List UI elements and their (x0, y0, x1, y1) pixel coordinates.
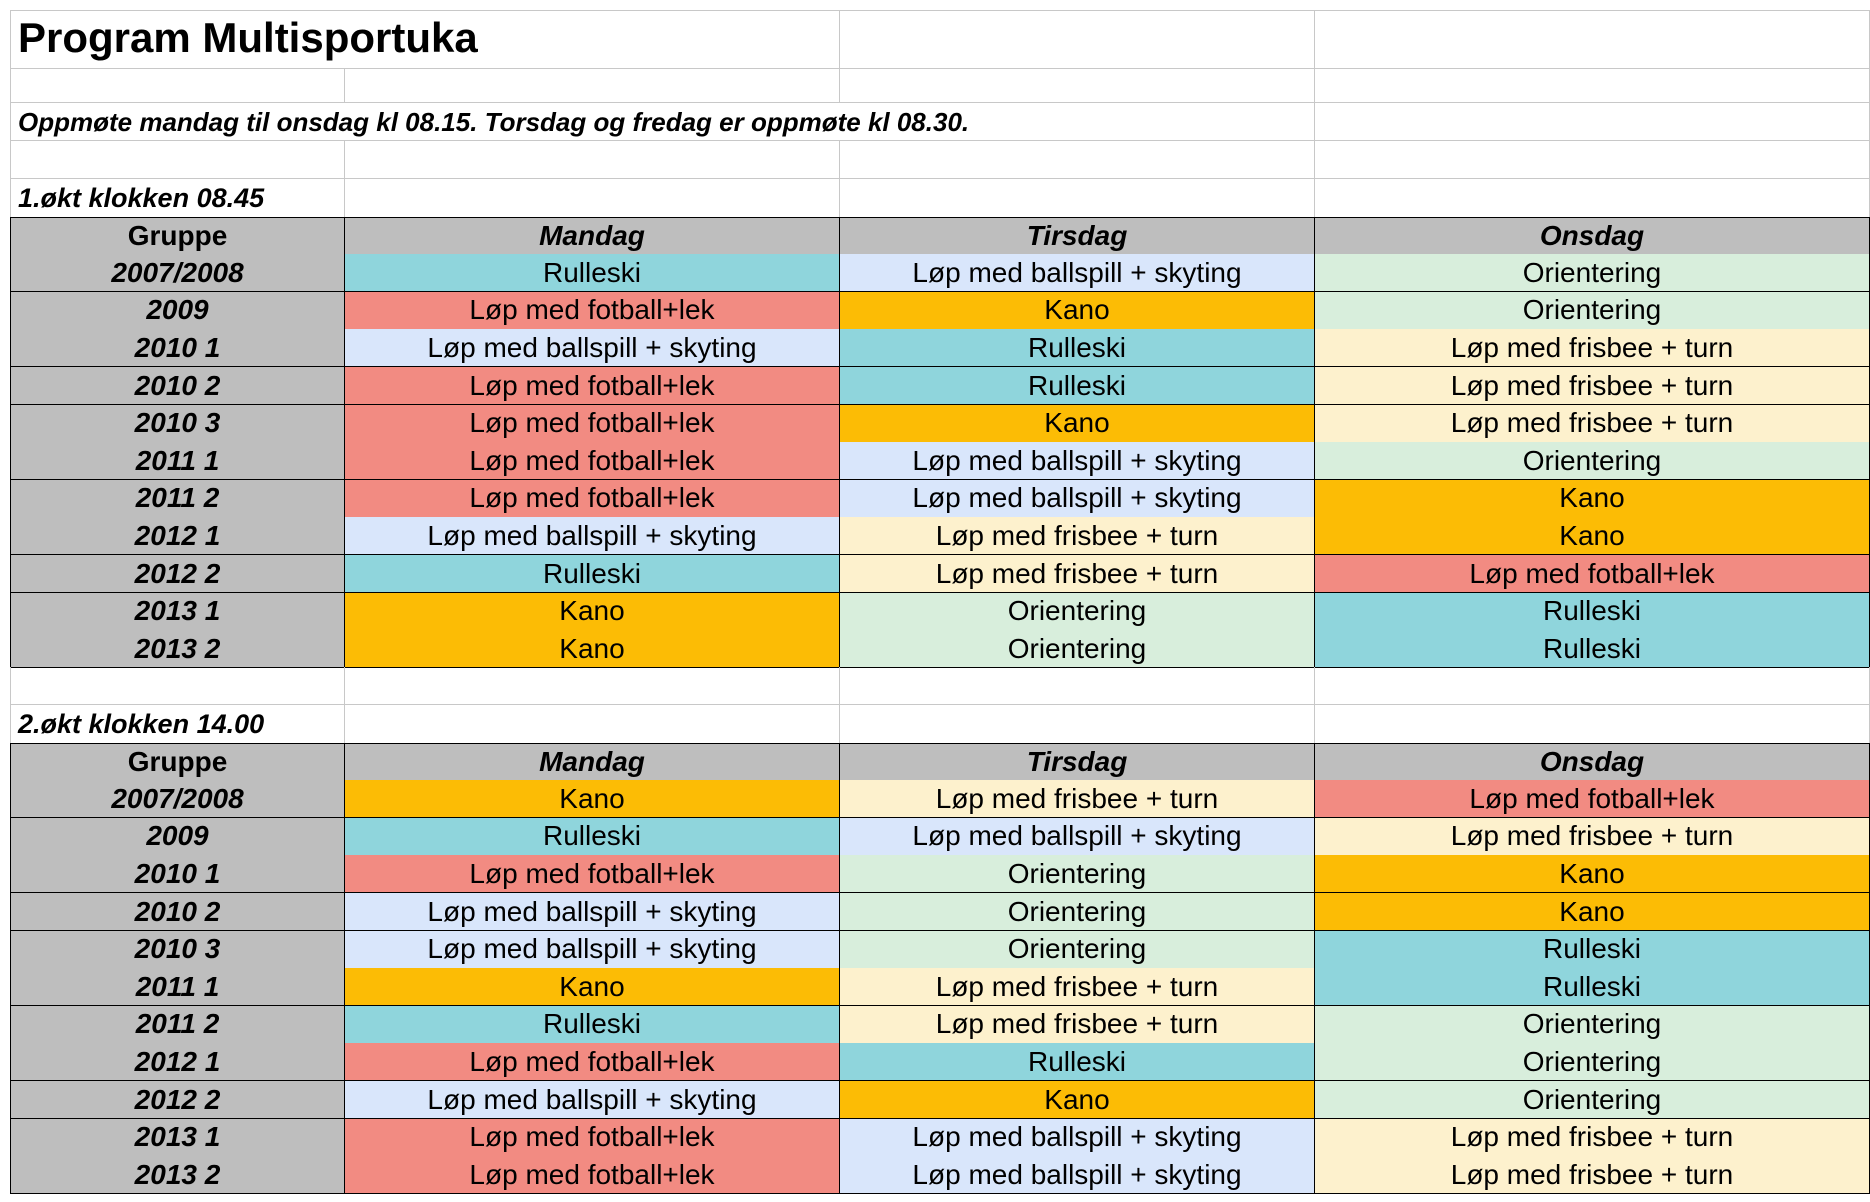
activity-cell[interactable]: Orientering (840, 855, 1315, 893)
group-cell[interactable]: 2010 3 (10, 405, 345, 443)
activity-cell[interactable]: Kano (1315, 893, 1870, 931)
table-row (10, 630, 1870, 668)
activity-cell[interactable]: Løp med ballspill + skyting (345, 517, 840, 555)
activity-cell[interactable]: Orientering (840, 893, 1315, 931)
activity-cell[interactable]: Orientering (1315, 254, 1870, 292)
group-cell[interactable]: 2007/2008 (10, 254, 345, 292)
activity-cell[interactable]: Løp med ballspill + skyting (345, 931, 840, 969)
group-cell[interactable]: 2009 (10, 292, 345, 330)
activity-cell[interactable]: Løp med frisbee + turn (1315, 1119, 1870, 1157)
activity-cell[interactable]: Løp med ballspill + skyting (840, 818, 1315, 856)
empty-row (10, 667, 1870, 705)
activity-cell[interactable]: Orientering (1315, 1081, 1870, 1119)
empty-row (10, 69, 1870, 103)
column-header-group[interactable]: Gruppe (10, 743, 345, 781)
activity-cell[interactable]: Kano (1315, 517, 1870, 555)
blank-cell[interactable] (10, 141, 345, 179)
session-title-row (10, 179, 1870, 217)
activity-cell[interactable]: Løp med frisbee + turn (1315, 1156, 1870, 1194)
blank-cell[interactable] (1315, 705, 1870, 743)
session-title-row (10, 705, 1870, 743)
blank-cell[interactable] (840, 179, 1315, 217)
table-row (10, 780, 1870, 818)
blank-cell[interactable] (345, 179, 840, 217)
activity-cell[interactable]: Løp med ballspill + skyting (840, 442, 1315, 480)
activity-cell[interactable]: Kano (840, 292, 1315, 330)
table-row (10, 329, 1870, 367)
activity-cell[interactable]: Rulleski (840, 329, 1315, 367)
activity-cell[interactable]: Løp med frisbee + turn (840, 968, 1315, 1006)
blank-cell[interactable] (10, 69, 345, 103)
title-row (10, 10, 1870, 69)
activity-cell[interactable]: Løp med ballspill + skyting (840, 1119, 1315, 1157)
activity-cell[interactable]: Løp med fotball+lek (345, 442, 840, 480)
activity-cell[interactable]: Kano (345, 780, 840, 818)
activity-cell[interactable]: Rulleski (345, 818, 840, 856)
activity-cell[interactable]: Rulleski (345, 254, 840, 292)
activity-cell[interactable]: Løp med fotball+lek (345, 1119, 840, 1157)
table-row (10, 593, 1870, 631)
table-row (10, 1006, 1870, 1044)
activity-cell[interactable]: Kano (345, 593, 840, 631)
group-cell[interactable]: 2010 1 (10, 329, 345, 367)
activity-cell[interactable]: Løp med frisbee + turn (840, 517, 1315, 555)
group-cell[interactable]: 2013 2 (10, 1156, 345, 1194)
activity-cell[interactable]: Kano (345, 630, 840, 668)
table-row (10, 1043, 1870, 1081)
group-cell[interactable]: 2011 1 (10, 968, 345, 1006)
activity-cell[interactable]: Orientering (840, 630, 1315, 668)
table-row (10, 968, 1870, 1006)
note-row (10, 103, 1870, 141)
group-cell[interactable]: 2010 2 (10, 367, 345, 405)
table-row (10, 555, 1870, 593)
table-row (10, 517, 1870, 555)
activity-cell[interactable]: Orientering (840, 931, 1315, 969)
blank-cell[interactable] (345, 667, 840, 705)
activity-cell[interactable]: Kano (1315, 855, 1870, 893)
activity-cell[interactable]: Rulleski (840, 1043, 1315, 1081)
table-header-row (10, 217, 1870, 255)
group-cell[interactable]: 2011 2 (10, 480, 345, 518)
column-header-onsdag[interactable]: Onsdag (1315, 217, 1870, 255)
table-row (10, 1156, 1870, 1194)
activity-cell[interactable]: Kano (840, 405, 1315, 443)
blank-cell[interactable] (1315, 179, 1870, 217)
table-row (10, 405, 1870, 443)
activity-cell[interactable]: Orientering (840, 593, 1315, 631)
blank-cell[interactable] (1315, 667, 1870, 705)
activity-cell[interactable]: Løp med ballspill + skyting (345, 893, 840, 931)
activity-cell[interactable]: Rulleski (345, 555, 840, 593)
activity-cell[interactable]: Kano (840, 1081, 1315, 1119)
column-header-tirsdag[interactable]: Tirsdag (840, 217, 1315, 255)
blank-cell[interactable] (1315, 103, 1870, 141)
blank-cell[interactable] (345, 69, 840, 103)
table-row (10, 855, 1870, 893)
blank-cell[interactable] (840, 10, 1315, 69)
blank-cell[interactable] (10, 667, 345, 705)
group-cell[interactable]: 2011 1 (10, 442, 345, 480)
activity-cell[interactable]: Løp med frisbee + turn (1315, 405, 1870, 443)
activity-cell[interactable]: Løp med fotball+lek (345, 480, 840, 518)
activity-cell[interactable]: Løp med frisbee + turn (840, 555, 1315, 593)
group-cell[interactable]: 2007/2008 (10, 780, 345, 818)
activity-cell[interactable]: Løp med fotball+lek (1315, 555, 1870, 593)
activity-cell[interactable]: Løp med fotball+lek (345, 1043, 840, 1081)
blank-cell[interactable] (840, 141, 1315, 179)
table-header-row (10, 743, 1870, 781)
session-title: 1.økt klokken 08.45 (18, 182, 265, 213)
table-row (10, 367, 1870, 405)
activity-cell[interactable]: Orientering (1315, 292, 1870, 330)
table-row (10, 1119, 1870, 1157)
group-cell[interactable]: 2009 (10, 818, 345, 856)
activity-cell[interactable]: Løp med fotball+lek (345, 855, 840, 893)
activity-cell[interactable]: Løp med ballspill + skyting (840, 1156, 1315, 1194)
blank-cell[interactable] (345, 141, 840, 179)
group-cell[interactable]: 2013 1 (10, 1119, 345, 1157)
group-cell[interactable]: 2012 1 (10, 517, 345, 555)
activity-cell[interactable]: Rulleski (1315, 931, 1870, 969)
activity-cell[interactable]: Løp med fotball+lek (345, 292, 840, 330)
group-cell[interactable]: 2010 1 (10, 855, 345, 893)
activity-cell[interactable]: Orientering (1315, 442, 1870, 480)
group-cell[interactable]: 2013 2 (10, 630, 345, 668)
session-title: 2.økt klokken 14.00 (18, 708, 265, 739)
blank-cell[interactable] (840, 705, 1315, 743)
activity-cell[interactable]: Orientering (1315, 1006, 1870, 1044)
table-row (10, 893, 1870, 931)
group-cell[interactable]: 2012 2 (10, 555, 345, 593)
activity-cell[interactable]: Rulleski (345, 1006, 840, 1044)
activity-cell[interactable]: Løp med frisbee + turn (1315, 818, 1870, 856)
activity-cell[interactable]: Løp med fotball+lek (1315, 780, 1870, 818)
activity-cell[interactable]: Rulleski (840, 367, 1315, 405)
table-row (10, 254, 1870, 292)
activity-cell[interactable]: Løp med ballspill + skyting (345, 329, 840, 367)
group-cell[interactable]: 2012 1 (10, 1043, 345, 1081)
activity-cell[interactable]: Løp med ballspill + skyting (840, 480, 1315, 518)
activity-cell[interactable]: Løp med frisbee + turn (1315, 367, 1870, 405)
activity-cell[interactable]: Løp med fotball+lek (345, 405, 840, 443)
table-row (10, 292, 1870, 330)
activity-cell[interactable]: Rulleski (1315, 593, 1870, 631)
column-header-group[interactable]: Gruppe (10, 217, 345, 255)
column-header-mandag[interactable]: Mandag (345, 743, 840, 781)
activity-cell[interactable]: Orientering (1315, 1043, 1870, 1081)
activity-cell[interactable]: Rulleski (1315, 630, 1870, 668)
activity-cell[interactable]: Løp med ballspill + skyting (840, 254, 1315, 292)
column-header-onsdag[interactable]: Onsdag (1315, 743, 1870, 781)
activity-cell[interactable]: Løp med fotball+lek (345, 1156, 840, 1194)
blank-cell[interactable] (840, 69, 1315, 103)
activity-cell[interactable]: Løp med frisbee + turn (840, 780, 1315, 818)
column-header-tirsdag[interactable]: Tirsdag (840, 743, 1315, 781)
group-cell[interactable]: 2013 1 (10, 593, 345, 631)
activity-cell[interactable]: Løp med ballspill + skyting (345, 1081, 840, 1119)
empty-row (10, 141, 1870, 179)
activity-cell[interactable]: Kano (345, 968, 840, 1006)
table-row (10, 931, 1870, 969)
activity-cell[interactable]: Løp med frisbee + turn (1315, 329, 1870, 367)
blank-cell[interactable] (1315, 69, 1870, 103)
table-row (10, 1081, 1870, 1119)
table-row (10, 442, 1870, 480)
activity-cell[interactable]: Løp med fotball+lek (345, 367, 840, 405)
table-row (10, 480, 1870, 518)
activity-cell[interactable]: Løp med frisbee + turn (840, 1006, 1315, 1044)
blank-cell[interactable] (840, 667, 1315, 705)
group-cell[interactable]: 2011 2 (10, 1006, 345, 1044)
table-row (10, 818, 1870, 856)
group-cell[interactable]: 2010 2 (10, 893, 345, 931)
column-header-mandag[interactable]: Mandag (345, 217, 840, 255)
group-cell[interactable]: 2010 3 (10, 931, 345, 969)
blank-cell[interactable] (1315, 10, 1870, 69)
blank-cell[interactable] (345, 705, 840, 743)
group-cell[interactable]: 2012 2 (10, 1081, 345, 1119)
blank-cell[interactable] (1315, 141, 1870, 179)
page-title: Program Multisportuka (18, 14, 478, 61)
attendance-note: Oppmøte mandag til onsdag kl 08.15. Torsdag og fredag er oppmøte kl 08.30. (18, 106, 970, 137)
activity-cell[interactable]: Kano (1315, 480, 1870, 518)
activity-cell[interactable]: Rulleski (1315, 968, 1870, 1006)
